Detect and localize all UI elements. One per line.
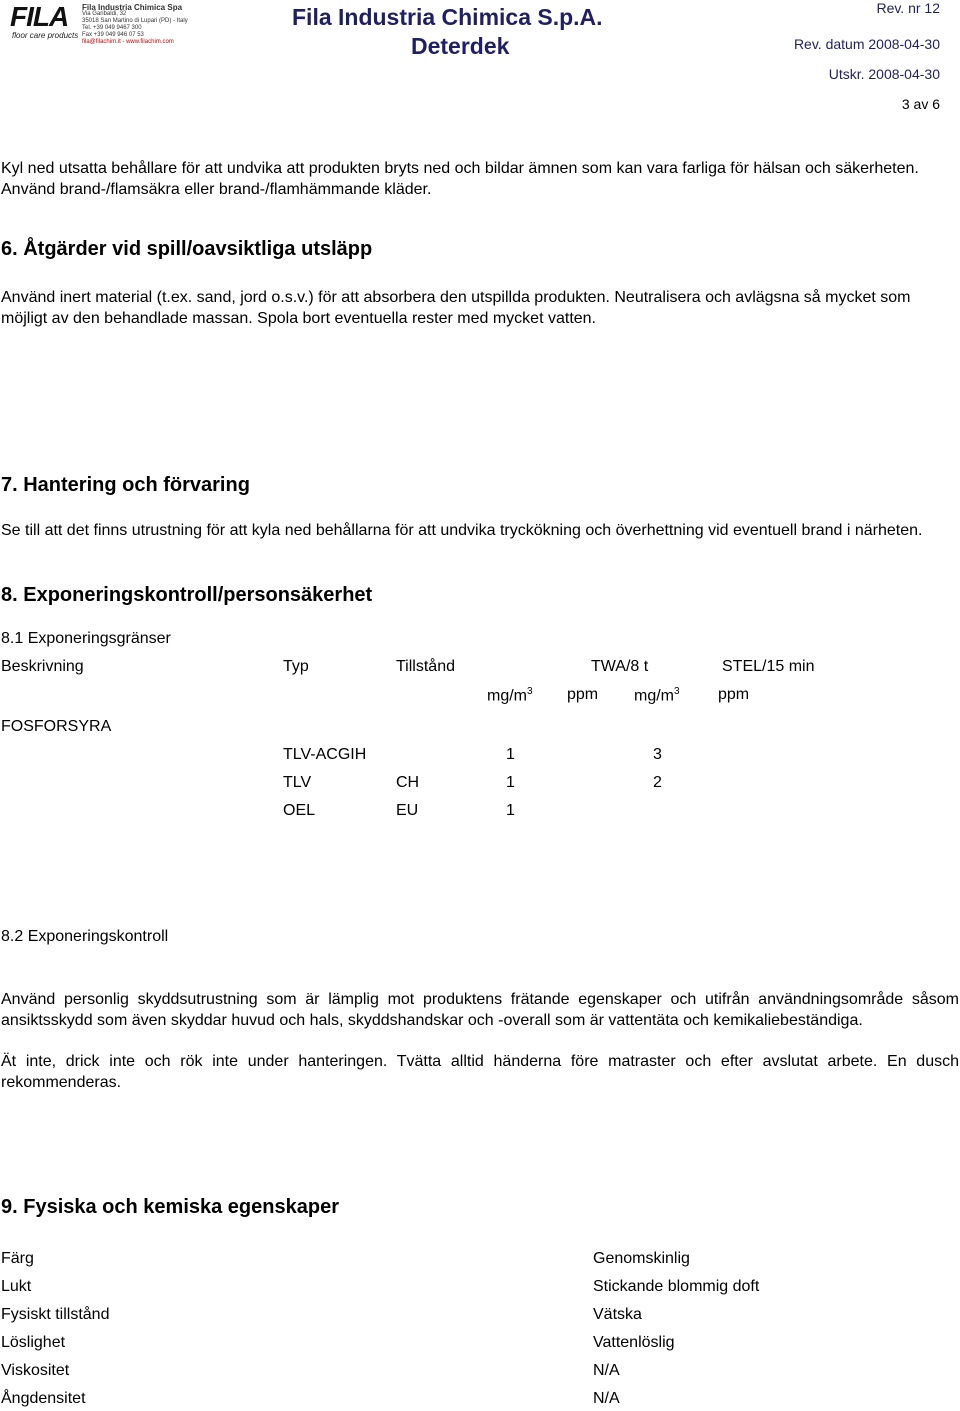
row-typ: TLV-ACGIH — [283, 746, 367, 763]
logo-address-line: 35018 San Martino di Lupari (PD) - Italy — [82, 18, 188, 24]
property-label: Färg — [1, 1250, 34, 1267]
logo-address-line: Tel. +39 049 9467 300 — [82, 25, 142, 31]
row-tillstand: CH — [396, 774, 420, 791]
section-9-title: 9. Fysiska och kemiska egenskaper — [1, 1196, 339, 1218]
section-6-title: 6. Åtgärder vid spill/oavsiktliga utsläpp — [1, 238, 373, 260]
row-typ: OEL — [283, 802, 316, 819]
unit-twa-ppm: ppm — [567, 686, 599, 703]
row-twa-mg: 1 — [506, 774, 515, 791]
row-stel-mg: 2 — [653, 774, 662, 791]
unit-stel-mg — [634, 686, 680, 705]
col-header-typ: Typ — [283, 658, 309, 675]
logo-address — [82, 4, 188, 46]
unit-superscript: 3 — [527, 686, 533, 697]
property-label: Ångdensitet — [1, 1390, 86, 1407]
logo-company: Fila Industria Chimica Spa — [82, 3, 183, 12]
property-label: Lukt — [1, 1278, 32, 1295]
print-date: Utskr. 2008-04-30 — [828, 66, 940, 82]
property-label: Fysiskt tillstånd — [1, 1306, 110, 1323]
property-value: Vattenlöslig — [593, 1334, 675, 1351]
substance-name: FOSFORSYRA — [1, 718, 112, 735]
logo-address-line: Fax +39 049 946 07 53 — [82, 32, 144, 38]
row-twa-mg: 1 — [506, 802, 515, 819]
logo-mark: FILA — [10, 1, 69, 32]
unit-text: mg/m — [634, 687, 674, 705]
section-8-2-title: 8.2 Exponeringskontroll — [1, 928, 169, 945]
section-8-2-text-1: Använd personlig skyddsutrustning som är lämplig mot produktens frätande egenskaper och utifrån användningsområde såsom ansiktsskydd som även skyddar huvud och hals, skyddshandskar och -overall som är vattentäta och kemikaliebeständiga. — [1, 991, 959, 1029]
unit-superscript: 3 — [674, 686, 680, 697]
page-number: 3 av 6 — [901, 96, 940, 112]
logo-tagline: floor care products — [12, 31, 79, 40]
row-typ: TLV — [283, 774, 312, 791]
property-value: N/A — [593, 1362, 620, 1379]
col-header-beskrivning: Beskrivning — [1, 658, 84, 675]
property-value: Vätska — [593, 1306, 642, 1323]
logo-links: fila@filachim.it - www.filachim.com — [82, 39, 174, 45]
section-6-text: Använd inert material (t.ex. sand, jord o.s.v.) för att absorbera den utspillda produkten. Neutralisera och avlägsna så mycket som möjligt av den behandlade massan. Spola bort eventuella rester med mycket vatten. — [1, 289, 911, 327]
revision-date: Rev. datum 2008-04-30 — [793, 36, 940, 52]
logo-address-line: Via Garibaldi, 32 — [82, 11, 127, 17]
row-twa-mg: 1 — [506, 746, 515, 763]
company-name: Fila Industria Chimica S.p.A. — [292, 4, 603, 30]
section-8-title: 8. Exponeringskontroll/personsäkerhet — [1, 584, 373, 606]
intro-paragraph: Kyl ned utsatta behållare för att undvika att produkten bryts ned och bildar ämnen som kan vara farliga för hälsan och säkerheten. Använd brand-/flamsäkra eller brand-/flamhämmande kläder. — [1, 160, 919, 198]
unit-twa-mg — [487, 686, 533, 705]
property-value: Genomskinlig — [593, 1250, 690, 1267]
col-header-stel: STEL/15 min — [722, 658, 815, 675]
row-stel-mg: 3 — [653, 746, 662, 763]
property-value: N/A — [593, 1390, 620, 1407]
section-8-1-title: 8.1 Exponeringsgränser — [1, 630, 171, 647]
property-label: Löslighet — [1, 1334, 66, 1351]
company-logo — [10, 1, 188, 45]
product-name: Deterdek — [411, 33, 510, 59]
property-label: Viskositet — [1, 1362, 70, 1379]
col-header-tillstand: Tillstånd — [396, 658, 455, 675]
revision-number: Rev. nr 12 — [876, 0, 940, 16]
section-7-title: 7. Hantering och förvaring — [1, 474, 250, 496]
section-7-text: Se till att det finns utrustning för att kyla ned behållarna för att undvika tryckökning och överhettning vid eventuell brand i närheten. — [1, 522, 923, 539]
unit-stel-ppm: ppm — [718, 686, 750, 703]
unit-text: mg/m — [487, 687, 527, 705]
row-tillstand: EU — [396, 802, 419, 819]
property-value: Stickande blommig doft — [593, 1278, 760, 1295]
col-header-twa: TWA/8 t — [591, 658, 649, 675]
section-8-2-text-2: Ät inte, drick inte och rök inte under hanteringen. Tvätta alltid händerna före matraster och efter avslutat arbete. En dusch rekommenderas. — [1, 1053, 959, 1091]
